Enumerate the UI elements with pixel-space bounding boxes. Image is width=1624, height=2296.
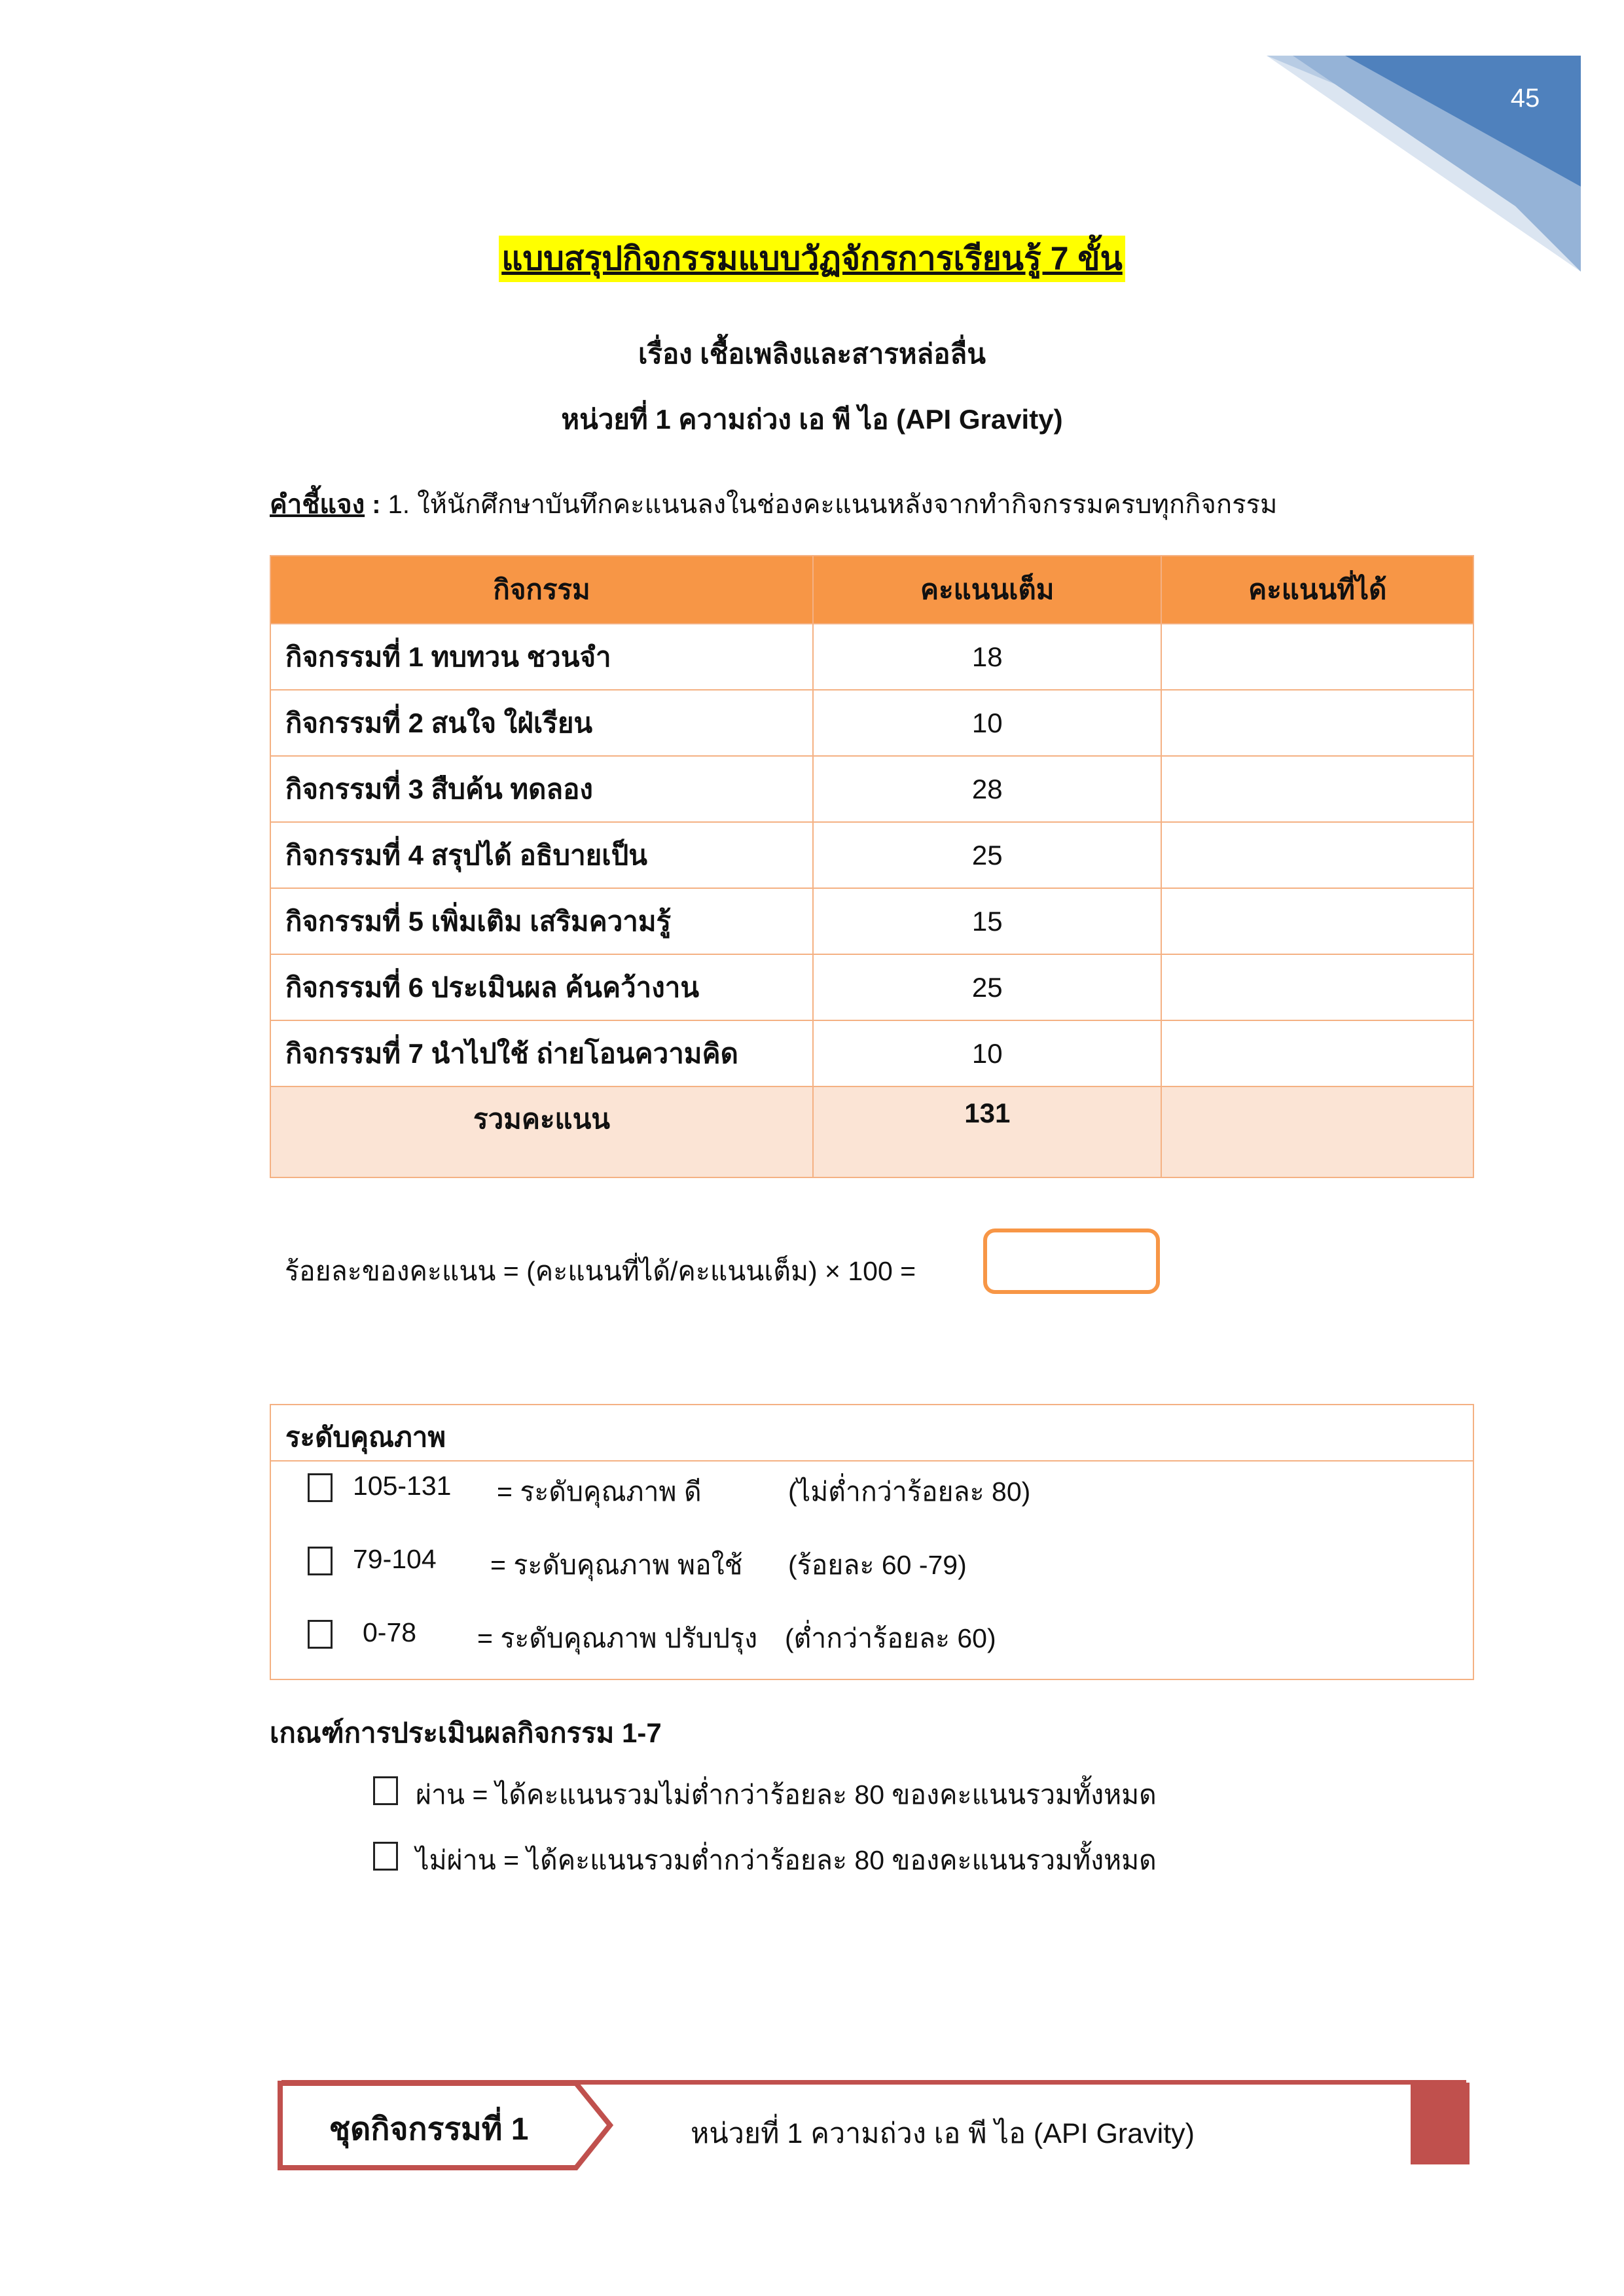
criteria-pass-text: ผ่าน = ได้คะแนนรวมไม่ต่ำกว่าร้อยละ 80 ของคะแนนรวมทั้งหมด bbox=[416, 1780, 1157, 1810]
full-score: 15 bbox=[813, 888, 1161, 954]
header-earned-score: คะแนนที่ได้ bbox=[1161, 556, 1473, 624]
activity-name: กิจกรรมที่ 2 สนใจ ใฝ่เรียน bbox=[270, 690, 813, 756]
total-row bbox=[270, 1086, 1473, 1177]
earned-score-cell[interactable] bbox=[1161, 888, 1473, 954]
activity-name: กิจกรรมที่ 4 สรุปได้ อธิบายเป็น bbox=[270, 822, 813, 888]
quality-levels-box bbox=[270, 1404, 1474, 1680]
instruction-text: 1. ให้นักศึกษาบันทึกคะแนนลงในช่องคะแนนหลังจากทำกิจกรรมครบทุกกิจกรรม bbox=[388, 490, 1278, 519]
percent-formula: ร้อยละของคะแนน = (คะแนนที่ได้/คะแนนเต็ม) × 100 = bbox=[285, 1256, 916, 1286]
table-row bbox=[270, 1020, 1473, 1086]
total-earned-cell[interactable] bbox=[1161, 1086, 1473, 1177]
level-range: 79-104 bbox=[353, 1544, 437, 1574]
percent-answer-box[interactable] bbox=[983, 1229, 1160, 1294]
activity-name: กิจกรรมที่ 5 เพิ่มเติม เสริมความรู้ bbox=[270, 888, 813, 954]
total-full-score: 131 bbox=[813, 1086, 1161, 1177]
subtitle-topic: เรื่อง เชื้อเพลิงและสารหล่อลื่น bbox=[638, 338, 986, 369]
level-desc: = ระดับคุณภาพ พอใช้ bbox=[490, 1550, 743, 1580]
activity-name: กิจกรรมที่ 3 สืบค้น ทดลอง bbox=[270, 756, 813, 822]
activity-name: กิจกรรมที่ 6 ประเมินผล ค้นคว้างาน bbox=[270, 954, 813, 1020]
table-row bbox=[270, 888, 1473, 954]
level-note: (ต่ำกว่าร้อยละ 60) bbox=[785, 1623, 996, 1653]
level-range: 105-131 bbox=[353, 1471, 452, 1501]
level-desc: = ระดับคุณภาพ ดี bbox=[497, 1477, 702, 1507]
page-number: 45 bbox=[1510, 84, 1540, 113]
quality-level-row bbox=[271, 1617, 1473, 1657]
earned-score-cell[interactable] bbox=[1161, 822, 1473, 888]
level-note: (ไม่ต่ำกว่าร้อยละ 80) bbox=[788, 1477, 1031, 1507]
table-row bbox=[270, 822, 1473, 888]
quality-heading: ระดับคุณภาพ bbox=[271, 1405, 1473, 1462]
instruction-colon: : bbox=[365, 490, 388, 519]
title-wrap bbox=[0, 236, 1624, 282]
score-table bbox=[270, 555, 1474, 1178]
table-header-row bbox=[270, 556, 1473, 624]
activity-name: กิจกรรมที่ 7 นำไปใช้ ถ่ายโอนความคิด bbox=[270, 1020, 813, 1086]
full-score: 25 bbox=[813, 954, 1161, 1020]
checkbox[interactable] bbox=[308, 1620, 333, 1649]
criteria-fail-text: ไม่ผ่าน = ได้คะแนนรวมต่ำกว่าร้อยละ 80 ของคะแนนรวมทั้งหมด bbox=[416, 1845, 1157, 1875]
total-label: รวมคะแนน bbox=[270, 1086, 813, 1177]
criteria-heading: เกณฑ์การประเมินผลกิจกรรม 1-7 bbox=[270, 1717, 662, 1748]
full-score: 10 bbox=[813, 1020, 1161, 1086]
quality-level-row bbox=[271, 1544, 1473, 1583]
table-row bbox=[270, 690, 1473, 756]
level-range: 0-78 bbox=[363, 1617, 417, 1647]
quality-level-row bbox=[271, 1471, 1473, 1510]
full-score: 25 bbox=[813, 822, 1161, 888]
checkbox[interactable] bbox=[373, 1842, 398, 1871]
level-note: (ร้อยละ 60 -79) bbox=[788, 1550, 967, 1580]
table-row bbox=[270, 756, 1473, 822]
earned-score-cell[interactable] bbox=[1161, 624, 1473, 690]
full-score: 28 bbox=[813, 756, 1161, 822]
checkbox[interactable] bbox=[308, 1473, 333, 1502]
instruction-label: คำชี้แจง bbox=[270, 490, 365, 519]
checkbox[interactable] bbox=[308, 1547, 333, 1575]
header-activity: กิจกรรม bbox=[270, 556, 813, 624]
page-title: แบบสรุปกิจกรรมแบบวัฏจักรการเรียนรู้ 7 ขั้น bbox=[499, 236, 1125, 282]
checkbox[interactable] bbox=[373, 1776, 398, 1805]
table-row bbox=[270, 624, 1473, 690]
header-full-score: คะแนนเต็ม bbox=[813, 556, 1161, 624]
footer-unit-text: หน่วยที่ 1 ความถ่วง เอ พี ไอ (API Gravity) bbox=[691, 2118, 1195, 2149]
subtitle-unit: หน่วยที่ 1 ความถ่วง เอ พี ไอ (API Gravity) bbox=[561, 404, 1063, 435]
footer-accent-block bbox=[1411, 2083, 1470, 2164]
earned-score-cell[interactable] bbox=[1161, 1020, 1473, 1086]
footer-tab-label: ชุดกิจกรรมที่ 1 bbox=[329, 2112, 529, 2147]
activity-name: กิจกรรมที่ 1 ทบทวน ชวนจำ bbox=[270, 624, 813, 690]
level-desc: = ระดับคุณภาพ ปรับปรุง bbox=[477, 1623, 758, 1653]
full-score: 18 bbox=[813, 624, 1161, 690]
full-score: 10 bbox=[813, 690, 1161, 756]
earned-score-cell[interactable] bbox=[1161, 690, 1473, 756]
table-row bbox=[270, 954, 1473, 1020]
earned-score-cell[interactable] bbox=[1161, 954, 1473, 1020]
instruction bbox=[270, 483, 1277, 525]
earned-score-cell[interactable] bbox=[1161, 756, 1473, 822]
